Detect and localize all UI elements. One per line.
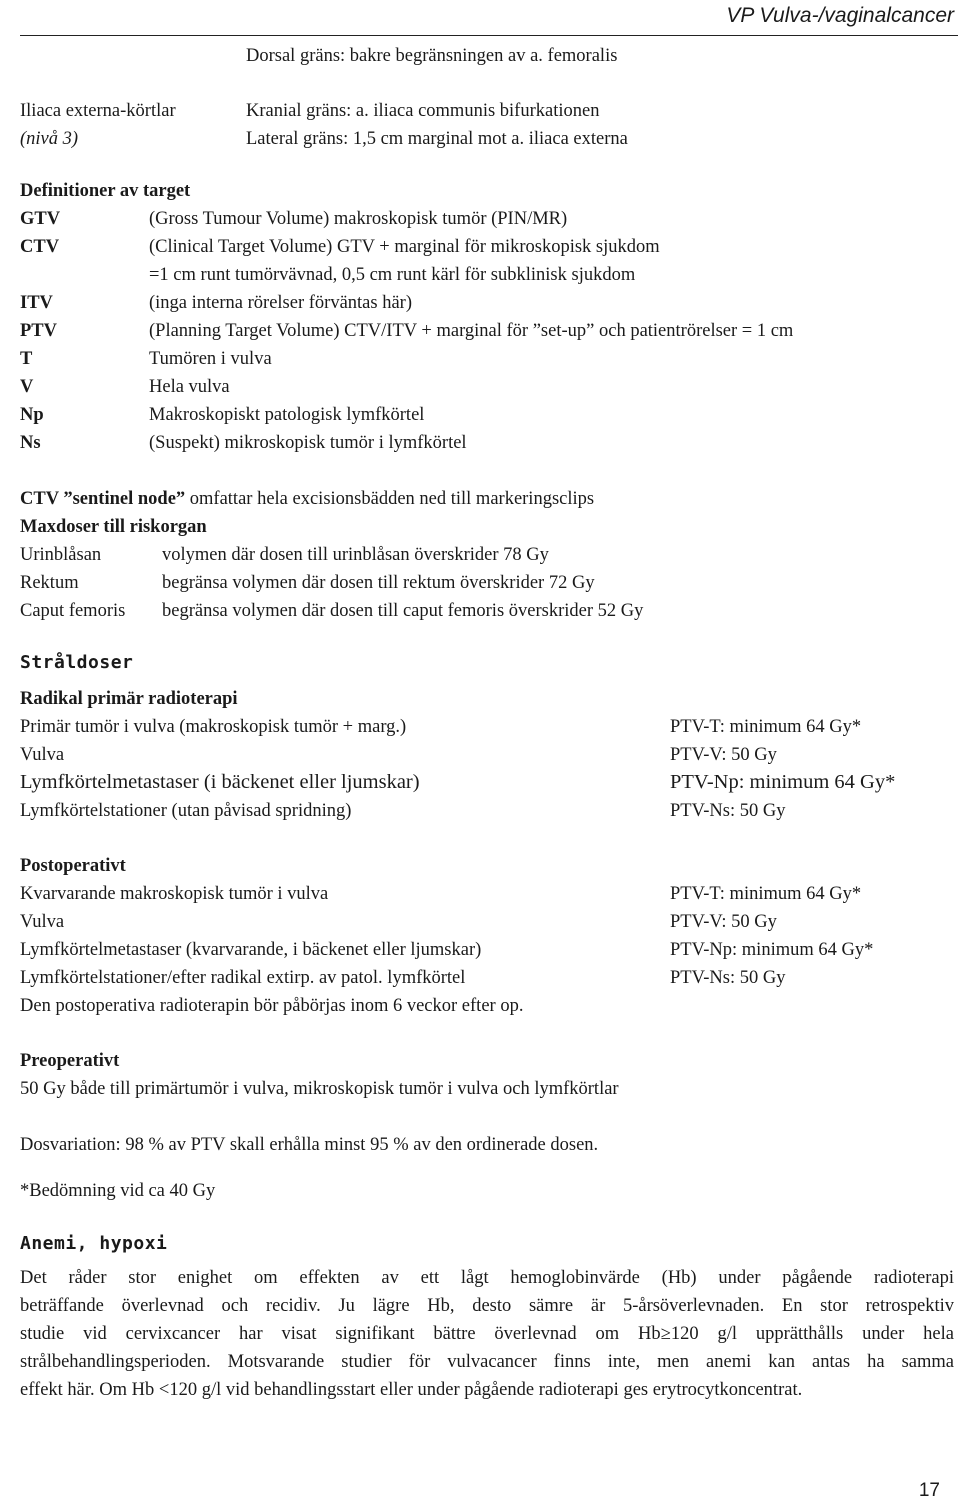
preop-heading: Preoperativt — [20, 1051, 120, 1071]
definition-description: Hela vulva — [149, 377, 230, 397]
definition-description: (Gross Tumour Volume) makroskopisk tumör (PIN/MR) — [149, 209, 568, 229]
sentinel-node-line — [20, 488, 594, 510]
dose-value: PTV-Ns: 50 Gy — [670, 968, 786, 988]
paragraph-line: Det råder stor enighet om effekten av ett lågt hemoglobinvärde (Hb) under pågående radioterapi — [20, 1268, 954, 1288]
definition-description: (Suspekt) mikroskopisk tumör i lymfkörtel — [149, 433, 467, 453]
dose-value: PTV-T: minimum 64 Gy* — [670, 717, 862, 737]
paragraph-line: studie vid cervixcancer har visat signifikant bättre överlevnad om Hb≥120 g/l upprätthålls under hela — [20, 1324, 954, 1344]
risk-organ-limit: begränsa volymen där dosen till rektum överskrider 72 Gy — [162, 573, 595, 593]
definition-description: Makroskopiskt patologisk lymfkörtel — [149, 405, 425, 425]
definition-description: (Planning Target Volume) CTV/ITV + marginal för ”set-up” och patientrörelser = 1 cm — [149, 321, 794, 341]
preop-text: 50 Gy både till primärtumör i vulva, mikroskopisk tumör i vulva och lymfkörtlar — [20, 1079, 619, 1099]
definition-description: Tumören i vulva — [149, 349, 272, 369]
document-header-title: VP Vulva-/vaginalcancer — [726, 4, 954, 27]
definition-term: Ns — [20, 433, 41, 453]
definition-term: V — [20, 377, 34, 397]
postop-heading: Postoperativt — [20, 856, 126, 876]
paragraph-line: strålbehandlingsperioden. Motsvarande studier för vulvacancer finns inte, men anemi kan antas ha samma — [20, 1352, 954, 1372]
dose-value: PTV-Np: minimum 64 Gy* — [670, 771, 896, 793]
maxdoses-heading: Maxdoser till riskorgan — [20, 517, 207, 537]
anemi-heading: Anemi, hypoxi — [20, 1233, 168, 1254]
definition-description: =1 cm runt tumörvävnad, 0,5 cm runt kärl för subklinisk sjukdom — [149, 265, 636, 285]
definition-term: ITV — [20, 293, 53, 313]
definition-description: (Clinical Target Volume) GTV + marginal för mikroskopisk sjukdom — [149, 237, 660, 257]
dose-value: PTV-V: 50 Gy — [670, 912, 777, 932]
definition-term: GTV — [20, 209, 61, 229]
risk-organ-limit: begränsa volymen där dosen till caput femoris överskrider 52 Gy — [162, 601, 644, 621]
definition-term: CTV — [20, 237, 60, 257]
radikal-heading: Radikal primär radioterapi — [20, 689, 238, 709]
risk-organ-limit: volymen där dosen till urinblåsan överskrider 78 Gy — [162, 545, 549, 565]
anemi-paragraph — [20, 1264, 954, 1404]
definitions-heading: Definitioner av target — [20, 181, 191, 201]
dose-target: Lymfkörtelstationer (utan påvisad spridning) — [20, 801, 352, 821]
dose-target: Lymfkörtelstationer/efter radikal extirp. av patol. lymfkörtel — [20, 968, 466, 988]
dose-value: PTV-T: minimum 64 Gy* — [670, 884, 862, 904]
dose-target: Vulva — [20, 745, 65, 765]
sentinel-node-label: CTV ”sentinel node” — [20, 489, 186, 509]
node-station-level: (nivå 3) — [20, 129, 79, 149]
definition-term: Np — [20, 405, 44, 425]
definition-term: T — [20, 349, 33, 369]
dorsal-boundary: Dorsal gräns: bakre begränsningen av a. femoralis — [246, 46, 618, 66]
dose-value: PTV-Ns: 50 Gy — [670, 801, 786, 821]
node-station-term: Iliaca externa-körtlar — [20, 101, 176, 121]
sentinel-node-text: omfattar hela excisionsbädden ned till markeringsclips — [189, 489, 595, 509]
dose-value: PTV-Np: minimum 64 Gy* — [670, 940, 874, 960]
dose-value: PTV-V: 50 Gy — [670, 745, 777, 765]
risk-organ-name: Caput femoris — [20, 601, 126, 621]
definition-description: (inga interna rörelser förväntas här) — [149, 293, 412, 313]
risk-organ-name: Urinblåsan — [20, 545, 102, 565]
dose-target: Kvarvarande makroskopisk tumör i vulva — [20, 884, 329, 904]
risk-organ-name: Rektum — [20, 573, 79, 593]
paragraph-line: effekt här. Om Hb <120 g/l vid behandlingsstart eller under pågående radioterapi ges erytrocytkoncentrat. — [20, 1380, 803, 1400]
straldoser-heading: Stråldoser — [20, 652, 134, 673]
cranial-boundary: Kranial gräns: a. iliaca communis bifurkationen — [246, 101, 600, 121]
definition-term: PTV — [20, 321, 57, 341]
lateral-boundary: Lateral gräns: 1,5 cm marginal mot a. iliaca externa — [246, 129, 628, 149]
postop-note: Den postoperativa radioterapin bör påbörjas inom 6 veckor efter op. — [20, 996, 524, 1016]
dose-target: Lymfkörtelmetastaser (i bäckenet eller ljumskar) — [20, 771, 420, 793]
dose-variation: Dosvariation: 98 % av PTV skall erhålla minst 95 % av den ordinerade dosen. — [20, 1135, 599, 1155]
paragraph-line: beträffande överlevnad och recidiv. Ju lägre Hb, desto sämre är 5-årsöverlevnaden. En stor retrospektiv — [20, 1296, 954, 1316]
dose-target: Primär tumör i vulva (makroskopisk tumör + marg.) — [20, 717, 407, 737]
dose-target: Lymfkörtelmetastaser (kvarvarande, i bäckenet eller ljumskar) — [20, 940, 482, 960]
header-rule — [20, 35, 958, 36]
page-number: 17 — [918, 1480, 940, 1501]
dose-target: Vulva — [20, 912, 65, 932]
footnote: *Bedömning vid ca 40 Gy — [20, 1181, 216, 1201]
